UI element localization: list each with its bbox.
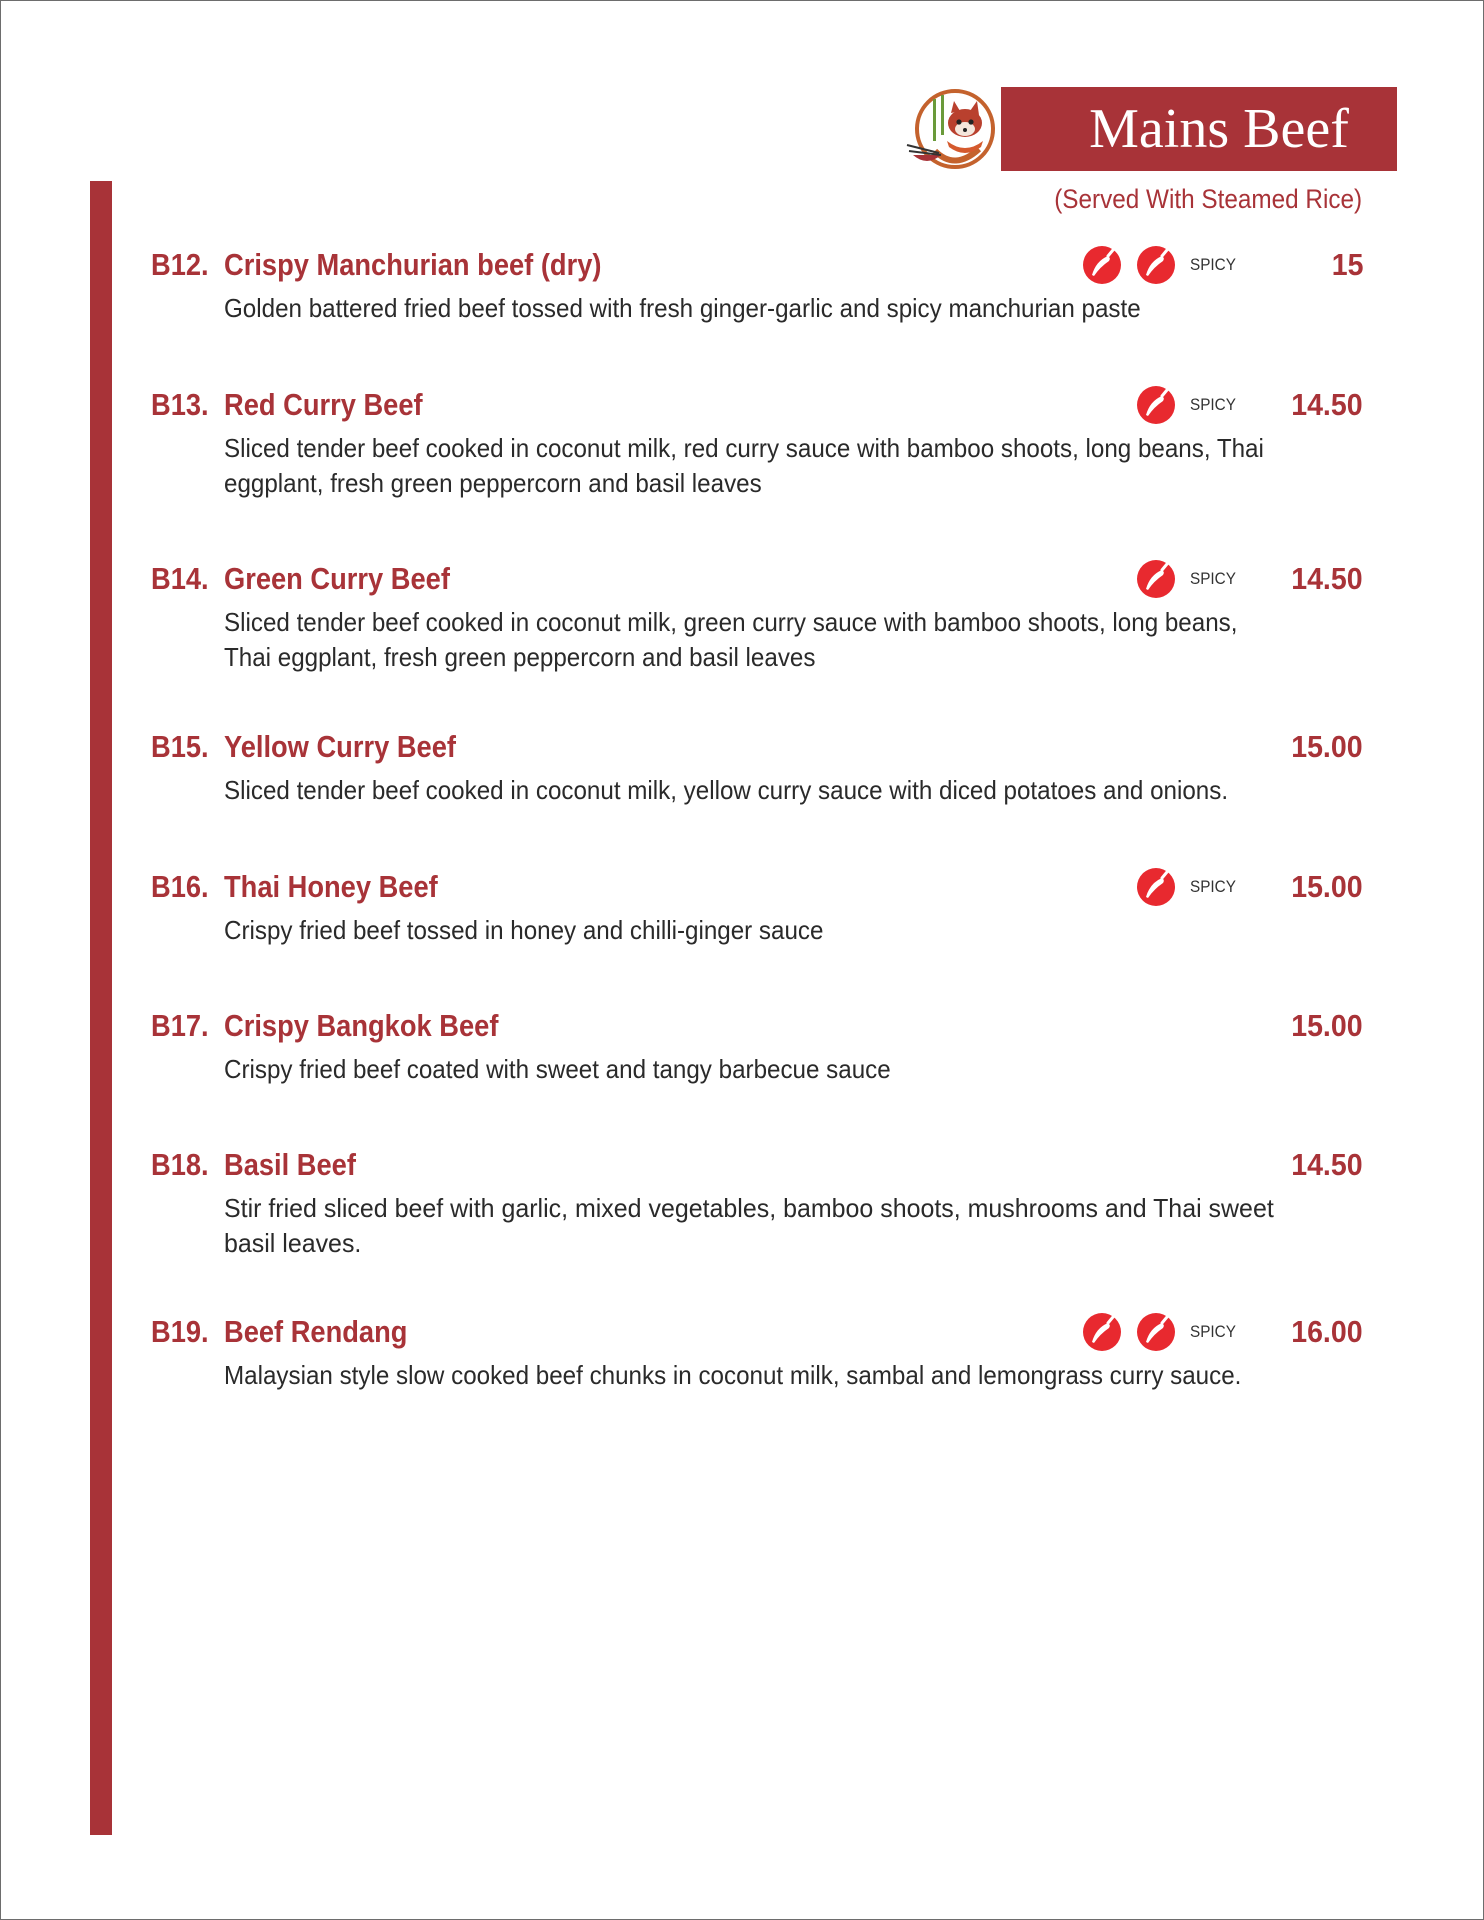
item-price: 14.50	[1291, 387, 1363, 422]
item-price: 15.00	[1291, 1008, 1363, 1043]
accent-side-bar	[90, 181, 112, 1835]
item-name: Basil Beef	[224, 1147, 356, 1182]
item-name: Red Curry Beef	[224, 387, 423, 422]
spicy-indicator	[1136, 385, 1241, 425]
chili-icon	[1136, 867, 1176, 907]
spicy-label: SPICY	[1189, 569, 1236, 588]
item-name: Thai Honey Beef	[224, 869, 438, 904]
item-code: B17.	[151, 1008, 209, 1043]
spicy-label: SPICY	[1189, 877, 1236, 896]
menu-item-header	[151, 1312, 1363, 1352]
spicy-label: SPICY	[1189, 255, 1236, 274]
chili-icon	[1136, 1312, 1176, 1352]
spicy-indicator	[1082, 1312, 1241, 1352]
item-description: Sliced tender beef cooked in coconut milk, green curry sauce with bamboo shoots, long beans, Thai eggplant, fresh green peppercorn and basil leaves	[224, 607, 1238, 672]
item-code: B13.	[151, 387, 209, 422]
item-price: 16.00	[1291, 1314, 1363, 1349]
chili-icon	[1082, 1312, 1122, 1352]
spicy-indicator	[1136, 867, 1241, 907]
menu-item	[151, 1145, 1363, 1261]
item-price: 15.00	[1291, 729, 1363, 764]
menu-item-header	[151, 1006, 1363, 1046]
spicy-indicator	[1082, 245, 1241, 285]
spicy-label: SPICY	[1189, 1322, 1236, 1341]
item-description: Sliced tender beef cooked in coconut milk, yellow curry sauce with diced potatoes and onions.	[224, 775, 1229, 805]
item-description: Golden battered fried beef tossed with fresh ginger-garlic and spicy manchurian paste	[224, 293, 1141, 323]
item-description: Sliced tender beef cooked in coconut milk, red curry sauce with bamboo shoots, long beans, Thai eggplant, fresh green peppercorn and basil leaves	[224, 433, 1264, 498]
item-code: B19.	[151, 1314, 209, 1349]
red-panda-logo-icon	[897, 85, 1001, 173]
chili-icon	[1136, 245, 1176, 285]
menu-item	[151, 559, 1363, 675]
menu-item	[151, 1312, 1363, 1393]
menu-item-header	[151, 559, 1363, 599]
item-code: B15.	[151, 729, 209, 764]
menu-item	[151, 245, 1363, 326]
menu-item	[151, 1006, 1363, 1087]
menu-item-header	[151, 727, 1363, 767]
menu-item	[151, 727, 1363, 808]
chili-icons	[1082, 1312, 1176, 1352]
page-subtitle: (Served With Steamed Rice)	[1054, 184, 1362, 214]
item-code: B14.	[151, 561, 209, 596]
item-code: B18.	[151, 1147, 209, 1182]
item-price: 14.50	[1291, 561, 1363, 596]
chili-icon	[1136, 385, 1176, 425]
item-description: Crispy fried beef coated with sweet and tangy barbecue sauce	[224, 1054, 891, 1084]
chili-icons	[1136, 559, 1176, 599]
spicy-indicator	[1136, 559, 1241, 599]
item-description: Stir fried sliced beef with garlic, mixed vegetables, bamboo shoots, mushrooms and Thai sweet basil leaves.	[224, 1193, 1274, 1258]
chili-icons	[1082, 245, 1176, 285]
item-price: 15.00	[1291, 869, 1363, 904]
page-title: Mains Beef	[1089, 98, 1349, 160]
menu-item	[151, 385, 1363, 501]
menu-item-header	[151, 867, 1363, 907]
spicy-label: SPICY	[1189, 395, 1236, 414]
item-name: Yellow Curry Beef	[224, 729, 456, 764]
item-name: Green Curry Beef	[224, 561, 450, 596]
item-price: 15	[1331, 247, 1363, 282]
item-price: 14.50	[1291, 1147, 1363, 1182]
menu-item-header	[151, 1145, 1363, 1185]
item-name: Crispy Bangkok Beef	[224, 1008, 499, 1043]
item-code: B12.	[151, 247, 209, 282]
item-name: Crispy Manchurian beef (dry)	[224, 247, 602, 282]
item-description: Malaysian style slow cooked beef chunks in coconut milk, sambal and lemongrass curry sauce.	[224, 1360, 1242, 1390]
menu-item-header	[151, 385, 1363, 425]
chili-icons	[1136, 867, 1176, 907]
menu-item-header	[151, 245, 1363, 285]
item-code: B16.	[151, 869, 209, 904]
chili-icon	[1136, 559, 1176, 599]
chili-icon	[1082, 245, 1122, 285]
chili-icons	[1136, 385, 1176, 425]
menu-item	[151, 867, 1363, 948]
item-name: Beef Rendang	[224, 1314, 408, 1349]
item-description: Crispy fried beef tossed in honey and chilli-ginger sauce	[224, 915, 824, 945]
